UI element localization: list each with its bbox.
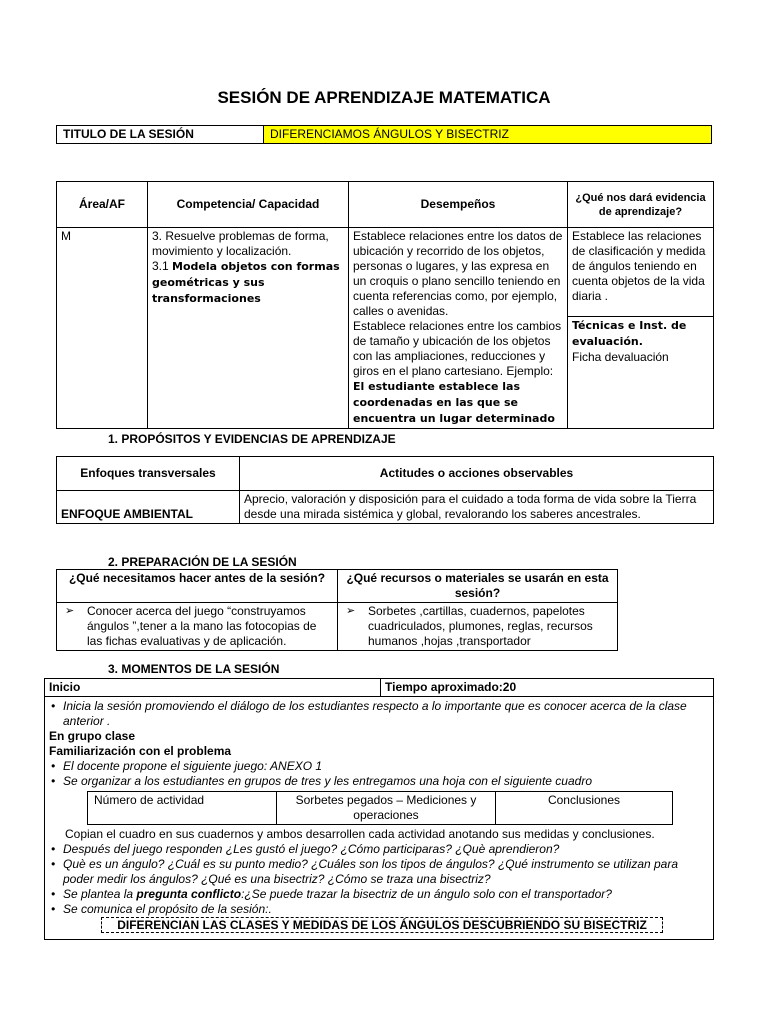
cell-competencia: [148, 228, 349, 429]
header-antes: ¿Qué necesitamos hacer antes de la sesión?: [57, 570, 338, 603]
header-competencia: Competencia/ Capacidad: [148, 182, 349, 228]
capacidad-prefix: 3.1: [152, 259, 173, 273]
conflicto-prefix: Se plantea la: [63, 887, 137, 901]
bullet-organizar: • Se organizar a los estudiantes en grupos de tres y les entregamos una hoja con el siguiente cuadro: [49, 774, 709, 789]
cell-desempenos: [349, 228, 568, 429]
activity-table: [87, 791, 673, 825]
proposito-box: DIFERENCIAN LAS CLASES Y MEDIDAS DE LOS ÁNGULOS DESCUBRIENDO SU BISECTRIZ: [101, 917, 663, 933]
tiempo-label: Tiempo aproximado:20: [381, 679, 714, 697]
tecnicas-value: Ficha devaluación: [572, 350, 669, 364]
bullet-conflicto: [49, 887, 709, 902]
activity-col-conclusiones: Conclusiones: [496, 792, 673, 825]
section3-table: [44, 678, 714, 940]
cell-tecnicas: [568, 317, 714, 429]
capacidad-text: [152, 259, 344, 307]
header-desempenos: Desempeños: [349, 182, 568, 228]
header-evidencia: ¿Qué nos dará evidencia de aprendizaje?: [568, 182, 714, 228]
antes-item: ➢ Conocer acerca del juego “construyamos ángulos ”,tener a la mano las fotocopias de las fichas evaluativas y de aplicación.: [61, 604, 333, 649]
header-recursos: ¿Qué recursos o materiales se usarán en esta sesión?: [338, 570, 618, 603]
copian-text: Copian el cuadro en sus cuadernos y ambos desarrollen cada actividad anotando sus medidas y conclusiones.: [65, 827, 655, 841]
header-enfoques: Enfoques transversales: [57, 457, 240, 491]
session-title-label: TITULO DE LA SESIÓN: [57, 126, 264, 144]
cell-evidencia: Establece las relaciones de clasificación y medida de ángulos teniendo en cuenta objetos de la vida diaria .: [568, 228, 714, 317]
cell-actitud: Aprecio, valoración y disposición para el cuidado a toda forma de vida sobre la Tierra desde una mirada sistémica y global, revalorando los saberes ancestrales.: [240, 491, 714, 524]
section2-heading: 2. PREPARACIÓN DE LA SESIÓN: [108, 555, 297, 569]
capacidad-bold: Modela objetos con formas geométricas y sus transformaciones: [152, 260, 340, 305]
familiarizacion: Familiarización con el problema: [49, 744, 232, 758]
section2-table: [56, 569, 618, 651]
competencia-text: 3. Resuelve problemas de forma, movimiento y localización.: [152, 229, 329, 258]
section1-heading: 1. PROPÓSITOS Y EVIDENCIAS DE APRENDIZAJE: [108, 432, 396, 446]
activity-col-numero: Número de actividad: [88, 792, 277, 825]
inicio-content: [45, 697, 714, 940]
activity-col-sorbetes: Sorbetes pegados – Mediciones y operaciones: [277, 792, 496, 825]
session-title-value: DIFERENCIAMOS ÁNGULOS Y BISECTRIZ: [264, 126, 712, 144]
header-actitudes: Actitudes o acciones observables: [240, 457, 714, 491]
desempeno-2: Establece relaciones entre los cambios de tamaño y ubicación de los objetos con las ampliaciones, reducciones y giros en el plano cartesiano. Ejemplo:: [353, 319, 562, 378]
session-title-table: [56, 125, 712, 144]
bullet-inicia: • Inicia la sesión promoviendo el diálogo de los estudiantes respecto a lo importante que es conocer acerca de la clase anterior .: [49, 699, 709, 729]
bullet-preguntas: • Què es un ángulo? ¿Cuál es su punto medio? ¿Cuáles son los tipos de ángulos? ¿Qué instrumento se utilizan para poder medir los ángulos? ¿Qué es una bisectriz? ¿Cómo se traza una bisectriz?: [49, 857, 709, 887]
desempeno-3: El estudiante establece las coordenadas en las que se encuentra un lugar determinado: [353, 380, 555, 425]
bullet-proposito: • Se comunica el propósito de la sesión:.: [49, 902, 709, 917]
cell-antes: [57, 603, 338, 651]
desempeno-1: Establece relaciones entre los datos de ubicación y recorrido de los objetos, personas o lugares, y las expresa en un croquis o plano sencillo teniendo en cuenta referencias como, por ejemplo, calles o avenidas.: [353, 229, 563, 318]
bullet-despues: • Después del juego responden ¿Les gustó el juego? ¿Cómo participaras? ¿Què aprendieron?: [49, 842, 709, 857]
tecnicas-label: Técnicas e Inst. de evaluación.: [572, 319, 687, 348]
competency-table: [56, 181, 714, 429]
section3-heading: 3. MOMENTOS DE LA SESIÓN: [108, 662, 280, 676]
recursos-item: ➢ Sorbetes ,cartillas, cuadernos, papelotes cuadriculados, plumones, reglas, recursos humanos ,hojas ,transportador: [342, 604, 613, 649]
cell-recursos: [338, 603, 618, 651]
section1-table: [56, 456, 714, 524]
cell-area: M: [57, 228, 148, 429]
cell-enfoque: ENFOQUE AMBIENTAL: [57, 491, 240, 524]
page-title: SESIÓN DE APRENDIZAJE MATEMATICA: [217, 88, 551, 107]
conflicto-suffix: :¿Se puede trazar la bisectriz de un ángulo solo con el transportador?: [241, 887, 612, 901]
inicio-label: Inicio: [45, 679, 381, 697]
bullet-juego: • El docente propone el siguiente juego: ANEXO 1: [49, 759, 709, 774]
grupo-clase: En grupo clase: [49, 729, 136, 743]
header-area: Área/AF: [57, 182, 148, 228]
conflicto-bold: pregunta conflicto: [136, 887, 242, 901]
